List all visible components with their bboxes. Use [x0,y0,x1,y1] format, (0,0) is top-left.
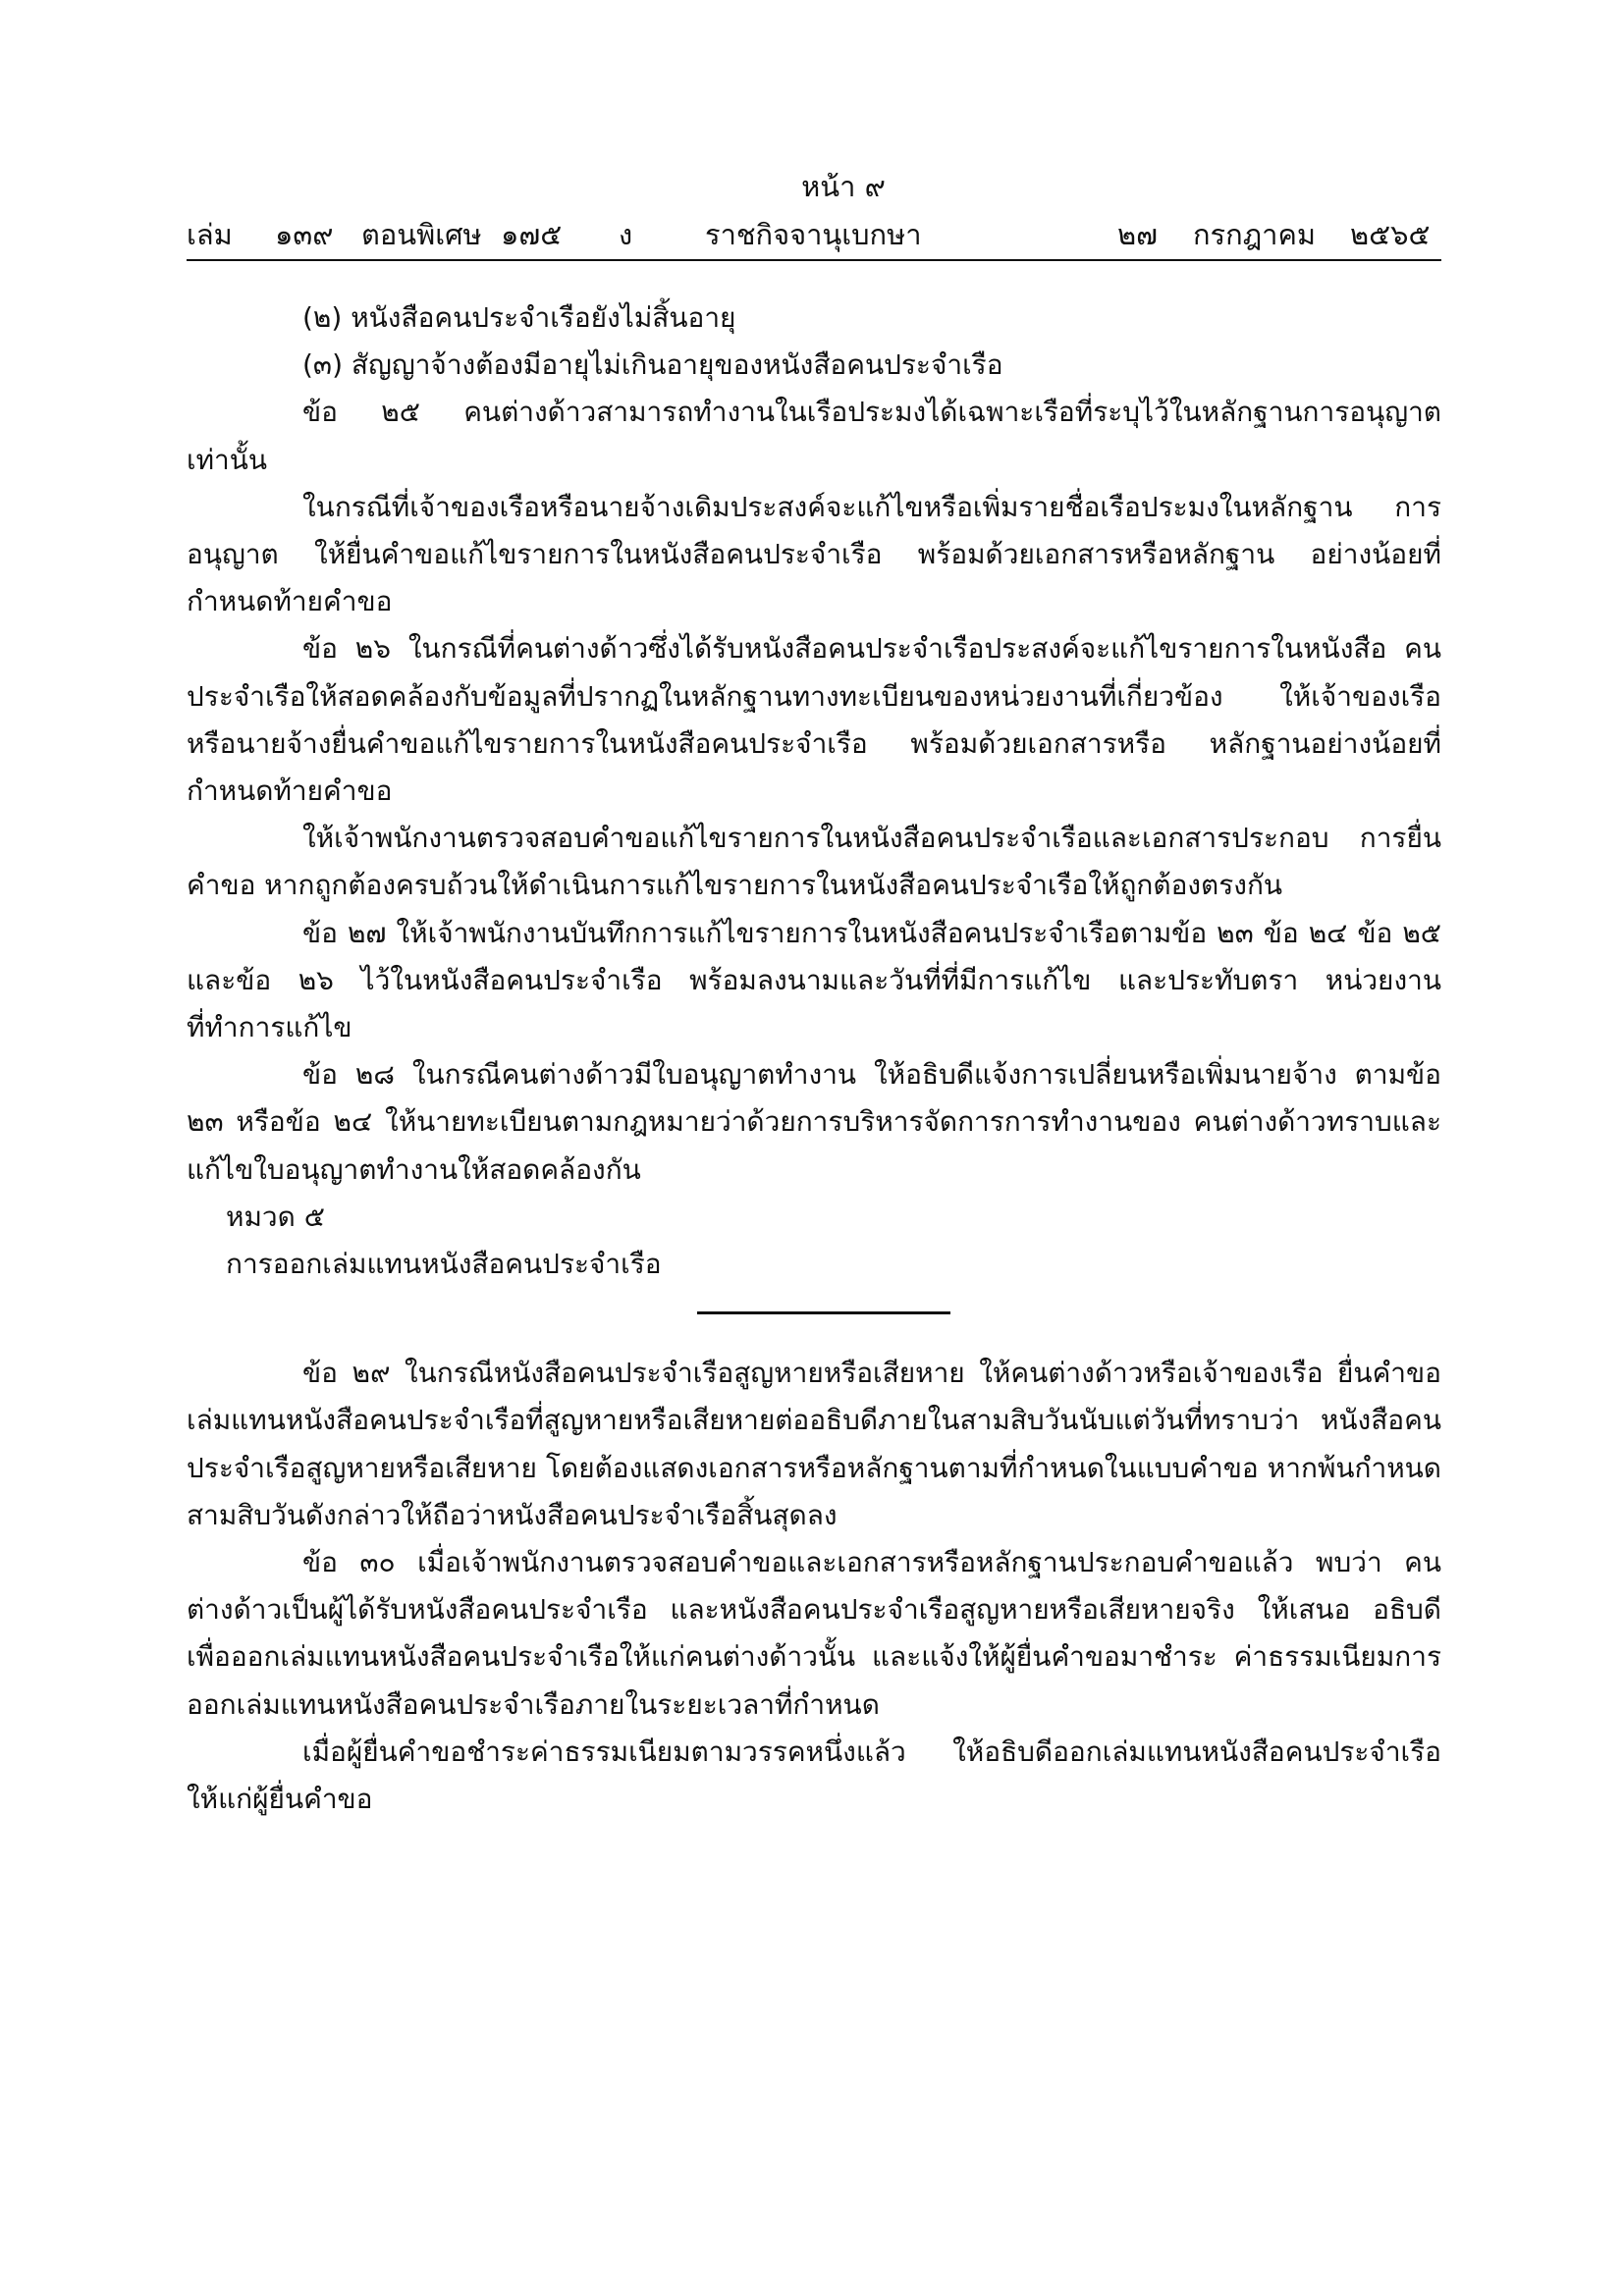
clause-25: ข้อ ๒๕ คนต่างด้าวสามารถทำงานในเรือประมงได้เฉพาะเรือที่ระบุไว้ในหลักฐานการอนุญาต เท่านั้น [187,396,1441,476]
gazette-header [187,212,1441,257]
page-number: หน้า ๙ [801,170,886,203]
chapter-title: การออกเล่มแทนหนังสือคนประจำเรือ [226,1248,662,1281]
chapter-heading: หมวด ๕ [226,1200,325,1233]
clause-25-paragraph-2: ในกรณีที่เจ้าของเรือหรือนายจ้างเดิมประสงค์จะแก้ไขหรือเพิ่มรายชื่อเรือประมงในหลักฐาน การอนุญาต ให้ยื่นคำขอแก้ไขรายการในหนังสือคนประจำเรือ พร้อมด้วยเอกสารหรือหลักฐาน อย่างน้อยที่กำหนดท้ายคำขอ [187,490,1441,618]
date-year: ๒๕๖๕ [1350,218,1431,251]
section-label: ตอนพิเศษ [361,218,482,251]
clause-30-paragraph-2: เมื่อผู้ยื่นคำขอชำระค่าธรรมเนียมตามวรรคหนึ่งแล้ว ให้อธิบดีออกเล่มแทนหนังสือคนประจำเรือ ให้แก่ผู้ยื่นคำขอ [187,1735,1441,1816]
clause-26-paragraph-2: ให้เจ้าพนักงานตรวจสอบคำขอแก้ไขรายการในหนังสือคนประจำเรือและเอกสารประกอบ การยื่นคำขอ หากถูกต้องครบถ้วนให้ดำเนินการแก้ไขรายการในหนังสือคนประจำเรือให้ถูกต้องตรงกัน [187,822,1441,902]
list-item-2: (๒) หนังสือคนประจำเรือยังไม่สิ้นอายุ [302,301,736,334]
gazette-name: ราชกิจจานุเบกษา [705,218,922,251]
gazette-text [187,294,1441,1823]
date-day: ๒๗ [1117,218,1158,251]
list-item-3: (๓) สัญญาจ้างต้องมีอายุไม่เกินอายุของหนังสือคนประจำเรือ [302,348,1003,382]
clause-30: ข้อ ๓๐ เมื่อเจ้าพนักงานตรวจสอบคำขอและเอกสารหรือหลักฐานประกอบคำขอแล้ว พบว่า คนต่างด้าวเป็นผู้ได้รับหนังสือคนประจำเรือ และหนังสือคนประจำเรือสูญหายหรือเสียหายจริง ให้เสนอ อธิบดีเพื่อออกเล่มแทนหนังสือคนประจำเรือให้แก่คนต่างด้าวนั้น และแจ้งให้ผู้ยื่นคำขอมาชำระ ค่าธรรมเนียมการออกเล่มแทนหนังสือคนประจำเรือภายในระยะเวลาที่กำหนด [187,1546,1441,1721]
section-number: ๑๗๕ [501,218,563,251]
clause-27: ข้อ ๒๗ ให้เจ้าพนักงานบันทึกการแก้ไขรายการในหนังสือคนประจำเรือตามข้อ ๒๓ ข้อ ๒๔ ข้อ ๒๕ และข้อ ๒๖ ไว้ในหนังสือคนประจำเรือ พร้อมลงนามและวันที่ที่มีการแก้ไข และประทับตรา หน่วยงานที่ทำการแก้ไข [187,916,1441,1044]
header-divider [187,259,1441,261]
clause-28: ข้อ ๒๘ ในกรณีคนต่างด้าวมีใบอนุญาตทำงาน ให้อธิบดีแจ้งการเปลี่ยนหรือเพิ่มนายจ้าง ตามข้อ ๒๓ หรือข้อ ๒๔ ให้นายทะเบียนตามกฎหมายว่าด้วยการบริหารจัดการการทำงานของ คนต่างด้าวทราบและแก้ไขใบอนุญาตทำงานให้สอดคล้องกัน [187,1058,1441,1186]
clause-29: ข้อ ๒๙ ในกรณีหนังสือคนประจำเรือสูญหายหรือเสียหาย ให้คนต่างด้าวหรือเจ้าของเรือ ยื่นคำขอเล่มแทนหนังสือคนประจำเรือที่สูญหายหรือเสียหายต่ออธิบดีภายในสามสิบวันนับแต่วันที่ทราบว่า หนังสือคนประจำเรือสูญหายหรือเสียหาย โดยต้องแสดงเอกสารหรือหลักฐานตามที่กำหนดในแบบคำขอ หากพ้นกำหนดสามสิบวันดังกล่าวให้ถือว่าหนังสือคนประจำเรือสิ้นสุดลง [187,1357,1441,1531]
book-number: ๑๓๙ [275,218,334,251]
chapter-divider [697,1311,950,1314]
date-month: กรกฎาคม [1193,218,1316,251]
document-body [187,167,1441,1823]
section-kind: ง [619,218,633,251]
book-label: เล่ม [187,218,233,251]
clause-26: ข้อ ๒๖ ในกรณีที่คนต่างด้าวซึ่งได้รับหนังสือคนประจำเรือประสงค์จะแก้ไขรายการในหนังสือ คนประจำเรือให้สอดคล้องกับข้อมูลที่ปรากฏในหลักฐานทางทะเบียนของหน่วยงานที่เกี่ยวข้อง ให้เจ้าของเรือหรือนายจ้างยื่นคำขอแก้ไขรายการในหนังสือคนประจำเรือ พร้อมด้วยเอกสารหรือ หลักฐานอย่างน้อยที่กำหนดท้ายคำขอ [187,632,1441,808]
